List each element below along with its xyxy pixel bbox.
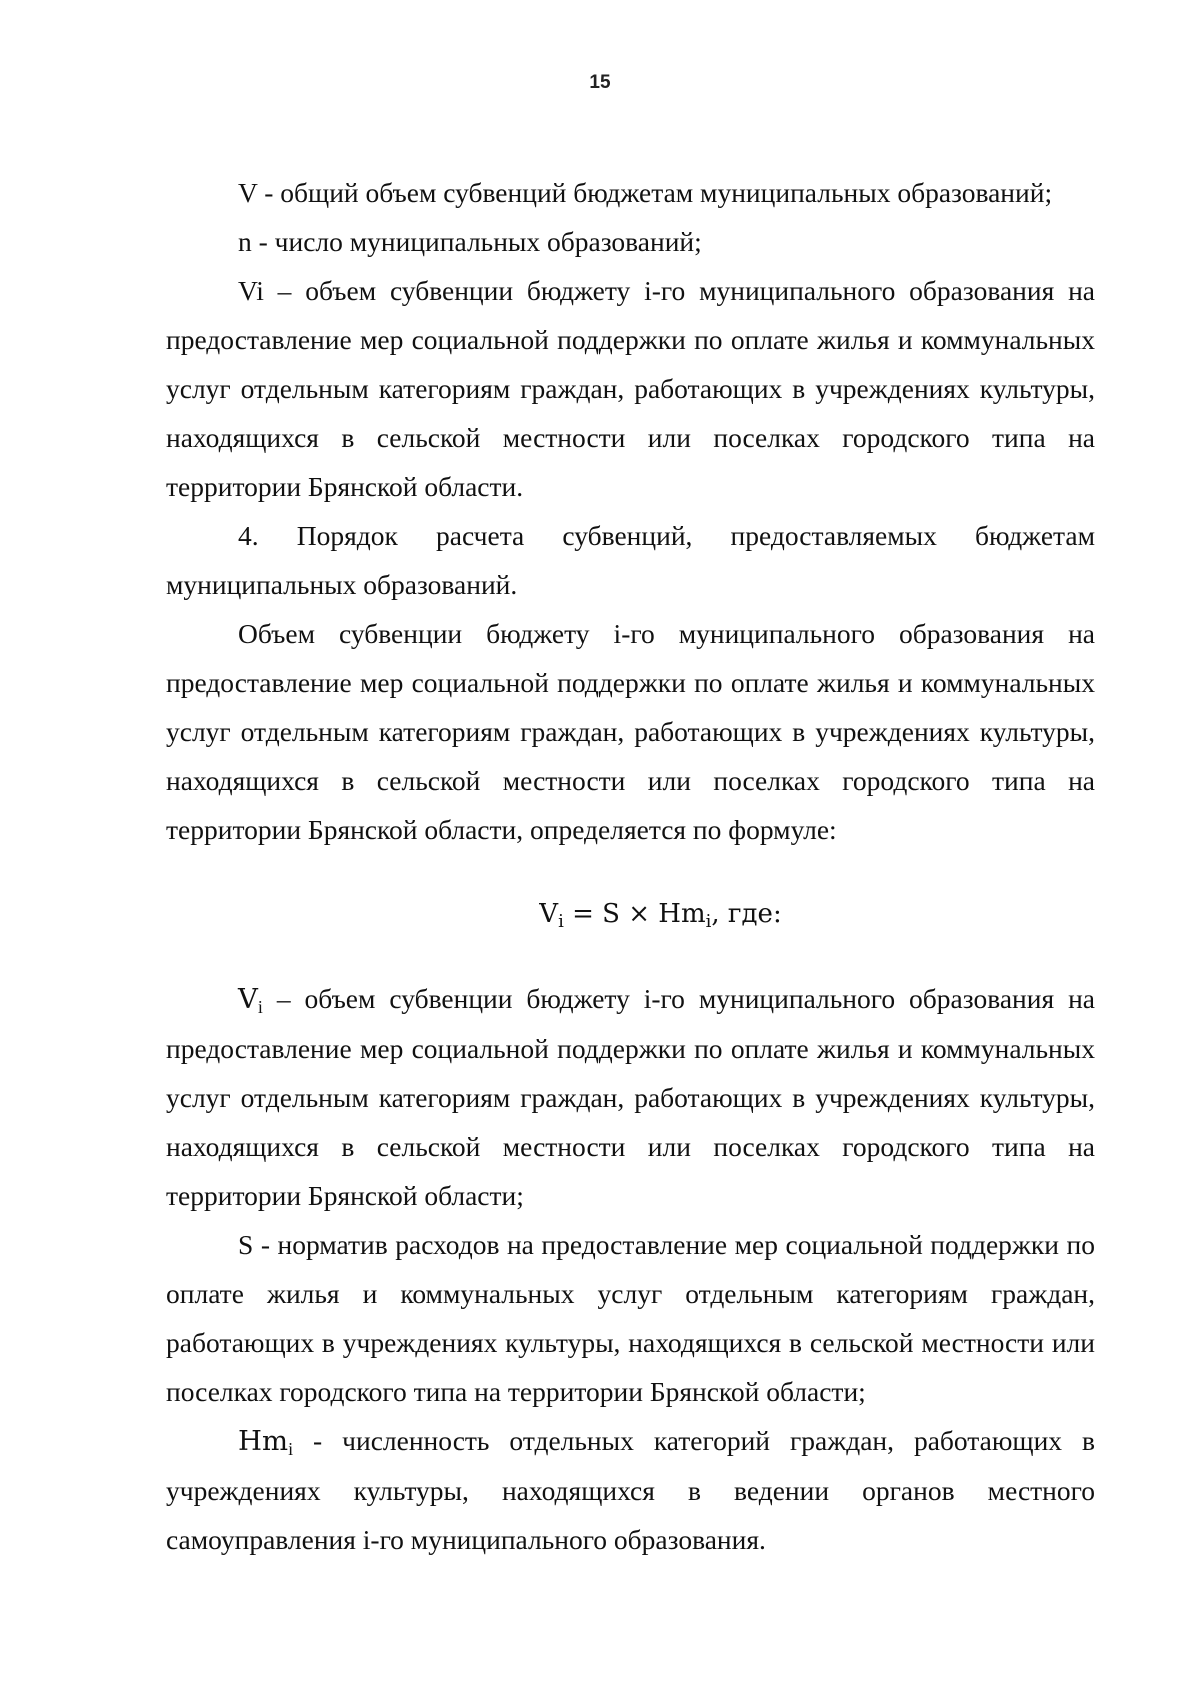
- definition-n: n - число муниципальных образований;: [238, 226, 702, 257]
- vi-symbol: V: [238, 983, 258, 1015]
- definition-vi-formula: [166, 974, 1095, 1220]
- document-body: [166, 168, 1095, 1564]
- definition-v-total: V - общий объем субвенций бюджетам муниципальных образований;: [238, 177, 1053, 208]
- formula-tail: , где:: [711, 899, 782, 929]
- formula-rhs-subscript: i: [705, 911, 712, 932]
- formula-lhs-subscript: i: [558, 911, 564, 932]
- formula-lhs: V: [539, 899, 559, 929]
- formula-rhs: = S × Hm: [563, 899, 706, 929]
- definition-hm: [166, 1416, 1095, 1564]
- hm-subscript: i: [288, 1439, 294, 1459]
- page-number: 15: [589, 72, 611, 93]
- hm-text: - численность отдельных категорий граждан, работающих в учреждениях культуры, находящихся в ведении органов местного самоуправления i-го муниципального образования.: [166, 1425, 1095, 1555]
- vi-text: – объем субвенции бюджету i-го муниципального образования на предоставление мер социальной поддержки по оплате жилья и коммунальных услуг отдельным категориям граждан, работающих в учреждениях культуры, находящихся в сельской местности или поселках городского типа на территории Брянской области;: [166, 983, 1095, 1211]
- formula: [166, 854, 1095, 974]
- vi-subscript: i: [257, 997, 263, 1017]
- definition-vi: Vi – объем субвенции бюджету i-го муниципального образования на предоставление мер социальной поддержки по оплате жилья и коммунальных услуг отдельным категориям граждан, работающих в учреждениях культуры, находящихся в сельской местности или поселках городского типа на территории Брянской области.: [166, 275, 1095, 502]
- formula-intro-paragraph: Объем субвенции бюджету i-го муниципального образования на предоставление мер социальной поддержки по оплате жилья и коммунальных услуг отдельным категориям граждан, работающих в учреждениях культуры, находящихся в сельской местности или поселках городского типа на территории Брянской области, определяется по формуле:: [166, 618, 1095, 845]
- definition-s: S - норматив расходов на предоставление мер социальной поддержки по оплате жилья и коммунальных услуг отдельным категориям граждан, работающих в учреждениях культуры, находящихся в сельской местности или поселках городского типа на территории Брянской области;: [166, 1229, 1095, 1407]
- section-heading-4: 4. Порядок расчета субвенций, предоставляемых бюджетам муниципальных образований.: [166, 520, 1095, 600]
- hm-symbol: Hm: [238, 1425, 289, 1457]
